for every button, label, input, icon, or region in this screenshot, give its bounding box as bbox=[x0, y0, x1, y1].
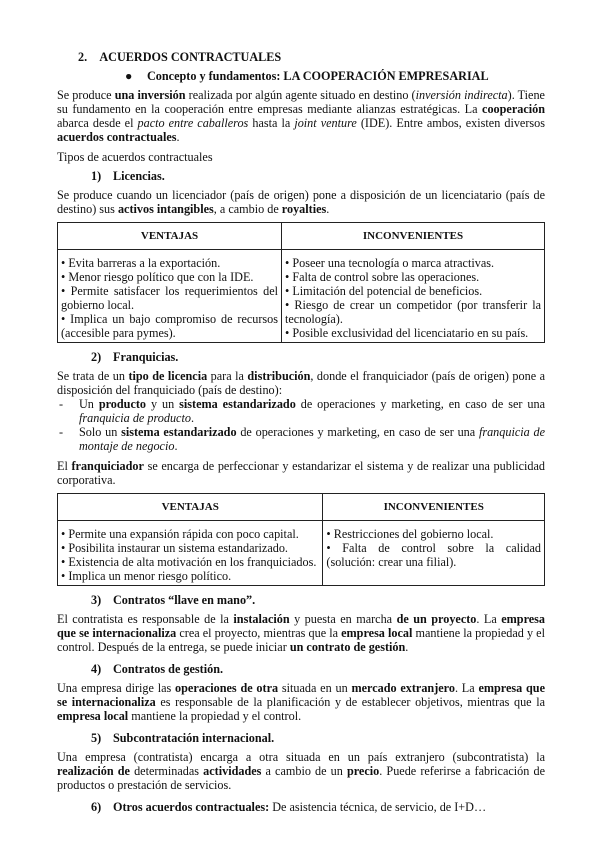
bold-text: empresa que se internacionaliza bbox=[57, 612, 546, 640]
bold-text: activos intangibles bbox=[117, 202, 214, 216]
bold-text: franquiciador bbox=[71, 459, 144, 473]
franquicias-list bbox=[57, 397, 545, 453]
franquicias-table bbox=[57, 493, 545, 586]
bold-text: sistema estandarizado bbox=[179, 397, 296, 411]
text-run: de operaciones y marketing, en caso de ser una bbox=[236, 425, 479, 439]
franquicias-paragraph bbox=[57, 369, 545, 397]
text-run: , donde el franquiciador (país de origen) pone a disposición del franquiciado (país de destino): bbox=[57, 369, 546, 397]
text-run: determinadas bbox=[129, 764, 204, 778]
bold-text: actividades bbox=[203, 764, 262, 778]
text-run: abarca desde el bbox=[57, 116, 138, 130]
bold-text: instalación bbox=[233, 612, 290, 626]
ventajas-cell bbox=[58, 521, 323, 586]
bold-text: de un proyecto bbox=[396, 612, 477, 626]
table-list-item: • Falta de control sobre las operaciones. bbox=[285, 270, 480, 284]
text-run: es responsable de la planificación y de establecer objetivos, mientras que la bbox=[155, 695, 545, 709]
italic-text: franquicia de producto bbox=[79, 411, 191, 425]
text-run: mantiene la propiedad y el control. Después de la entrega, se puede iniciar bbox=[57, 626, 545, 654]
bold-text: empresa local bbox=[57, 709, 129, 723]
text-run: a cambio de un bbox=[261, 764, 347, 778]
list-item: - Solo un sistema estandarizado de operaciones y marketing, en caso de ser una franquicia de montaje de negocio. bbox=[59, 425, 545, 453]
section-gestion: 4) Contratos de gestión. bbox=[91, 662, 224, 676]
bold-text: mercado extranjero bbox=[351, 681, 455, 695]
section-otros: 6) Otros acuerdos contractuales: De asistencia técnica, de servicio, de I+D… bbox=[91, 800, 487, 814]
italic-text: franquicia de montaje de negocio bbox=[79, 425, 545, 453]
table-list-item: • Evita barreras a la exportación. bbox=[61, 256, 221, 270]
text-run: (IDE). Entre ambos, existen diversos bbox=[356, 116, 545, 130]
bold-text: empresa que se internacionaliza bbox=[57, 681, 545, 709]
types-label: Tipos de acuerdos contractuales bbox=[57, 150, 213, 164]
bold-text: sistema estandarizado bbox=[121, 425, 237, 439]
bold-text: cooperación bbox=[482, 102, 545, 116]
llave-paragraph bbox=[57, 612, 545, 654]
bold-text: empresa local bbox=[341, 626, 413, 640]
text-run: Una empresa (contratista) encarga a otra situada en un país extranjero (subcontratista) la bbox=[57, 750, 545, 764]
text-run: . La bbox=[476, 612, 502, 626]
text-run: para la bbox=[207, 369, 248, 383]
table-list-item: • Poseer una tecnología o marca atractivas. bbox=[285, 256, 495, 270]
text-run: , a cambio de bbox=[213, 202, 282, 216]
text-run: ). Tiene su fundamento en la cooperación entre empresas mediante alianzas estratégicas. La bbox=[57, 88, 545, 116]
section-licencias: 1) Licencias. bbox=[91, 169, 165, 183]
table-list-item: • Existencia de alta motivación en los franquiciados. bbox=[61, 555, 317, 569]
text-run: El bbox=[57, 459, 72, 473]
text-run: se encarga de perfeccionar y estandarizar el sistema y de realizar una publicidad corporativa. bbox=[57, 459, 545, 487]
bold-text: una inversión bbox=[114, 88, 186, 102]
bold-text: distribución bbox=[247, 369, 311, 383]
text-run: Una empresa dirige las bbox=[57, 681, 176, 695]
bold-text: royalties bbox=[281, 202, 327, 216]
ventajas-cell bbox=[58, 250, 282, 343]
subcontratacion-paragraph bbox=[57, 750, 545, 792]
text-run: . La bbox=[454, 681, 479, 695]
text-run: Un bbox=[79, 397, 99, 411]
bullet-icon: ● bbox=[125, 69, 133, 83]
text-run: de operaciones y marketing, en caso de ser una bbox=[295, 397, 545, 411]
text-run: realizada por algún agente situado en destino ( bbox=[185, 88, 416, 102]
bold-text: operaciones de otra bbox=[175, 681, 279, 695]
franquiciador-paragraph bbox=[57, 459, 545, 487]
text-run: El contratista es responsable de la bbox=[57, 612, 234, 626]
section-franquicias: 2) Franquicias. bbox=[91, 350, 179, 364]
table-list-item: • Menor riesgo político que con la IDE. bbox=[61, 270, 254, 284]
bold-text: acuerdos contractuales bbox=[57, 130, 177, 144]
table-list-item: • Posibilita instaurar un sistema estandarizado. bbox=[61, 541, 288, 555]
table-list-item: • Falta de control sobre la calidad (solución: crear una filial). bbox=[326, 541, 541, 569]
section-heading: 2. ACUERDOS CONTRACTUALES bbox=[78, 50, 282, 64]
text-run: . bbox=[326, 202, 330, 216]
intro-paragraph bbox=[57, 88, 545, 144]
table-list-item: • Limitación del potencial de beneficios. bbox=[285, 284, 483, 298]
text-run: . Puede referirse a fabricación de productos o prestación de servicios. bbox=[57, 764, 545, 792]
col-inconvenientes: INCONVENIENTES bbox=[323, 494, 545, 521]
col-ventajas: VENTAJAS bbox=[58, 494, 323, 521]
italic-text: joint venture bbox=[294, 116, 357, 130]
text-run: . bbox=[176, 130, 180, 144]
text-run: hasta la bbox=[248, 116, 295, 130]
list-item: - Un producto y un sistema estandarizado de operaciones y marketing, en caso de ser una franquicia de producto. bbox=[59, 397, 545, 425]
italic-text: inversión indirecta bbox=[415, 88, 508, 102]
text-run: y un bbox=[146, 397, 180, 411]
section-llave-en-mano: 3) Contratos “llave en mano”. bbox=[91, 593, 256, 607]
bold-text: un contrato de gestión bbox=[289, 640, 406, 654]
table-list-item: • Implica un bajo compromiso de recursos (accesible para pymes). bbox=[61, 312, 279, 340]
bold-text: realización de bbox=[57, 764, 130, 778]
text-run: situada en un bbox=[278, 681, 352, 695]
bold-text: producto bbox=[98, 397, 147, 411]
table-list-item: • Implica un menor riesgo político. bbox=[61, 569, 232, 583]
text-run: . bbox=[190, 411, 194, 425]
bold-text: tipo de licencia bbox=[128, 369, 208, 383]
text-run: crea el proyecto, mientras que la bbox=[176, 626, 342, 640]
text-run: . bbox=[405, 640, 409, 654]
table-list-item: • Posible exclusividad del licenciatario en su país. bbox=[285, 326, 529, 340]
gestion-paragraph bbox=[57, 681, 545, 723]
table-list-item: • Restricciones del gobierno local. bbox=[326, 527, 494, 541]
table-list-item: • Permite satisfacer los requerimientos del gobierno local. bbox=[61, 284, 279, 312]
text-run: Se trata de un bbox=[57, 369, 129, 383]
licencias-paragraph bbox=[57, 188, 545, 216]
text-run: Solo un bbox=[79, 425, 122, 439]
col-inconvenientes: INCONVENIENTES bbox=[282, 223, 545, 250]
table-list-item: • Riesgo de crear un competidor (por transferir la tecnología). bbox=[285, 298, 541, 326]
text-run: mantiene la propiedad y el control. bbox=[128, 709, 302, 723]
text-run: . bbox=[174, 439, 178, 453]
text-run: Se produce cuando un licenciador (país de origen) pone a disposición de un licenciatario (país de destino) sus bbox=[57, 188, 545, 216]
subheading: ● Concepto y fundamentos: LA COOPERACIÓN EMPRESARIAL bbox=[125, 69, 489, 83]
licencias-table bbox=[57, 222, 545, 343]
table-list-item: • Permite una expansión rápida con poco capital. bbox=[61, 527, 299, 541]
inconvenientes-cell bbox=[323, 521, 545, 586]
text-run: Se produce bbox=[57, 88, 115, 102]
section-subcontratacion: 5) Subcontratación internacional. bbox=[91, 731, 275, 745]
bold-text: precio bbox=[346, 764, 380, 778]
italic-text: pacto entre caballeros bbox=[137, 116, 249, 130]
inconvenientes-cell bbox=[282, 250, 545, 343]
col-ventajas: VENTAJAS bbox=[58, 223, 282, 250]
text-run: y puesta en marcha bbox=[289, 612, 397, 626]
